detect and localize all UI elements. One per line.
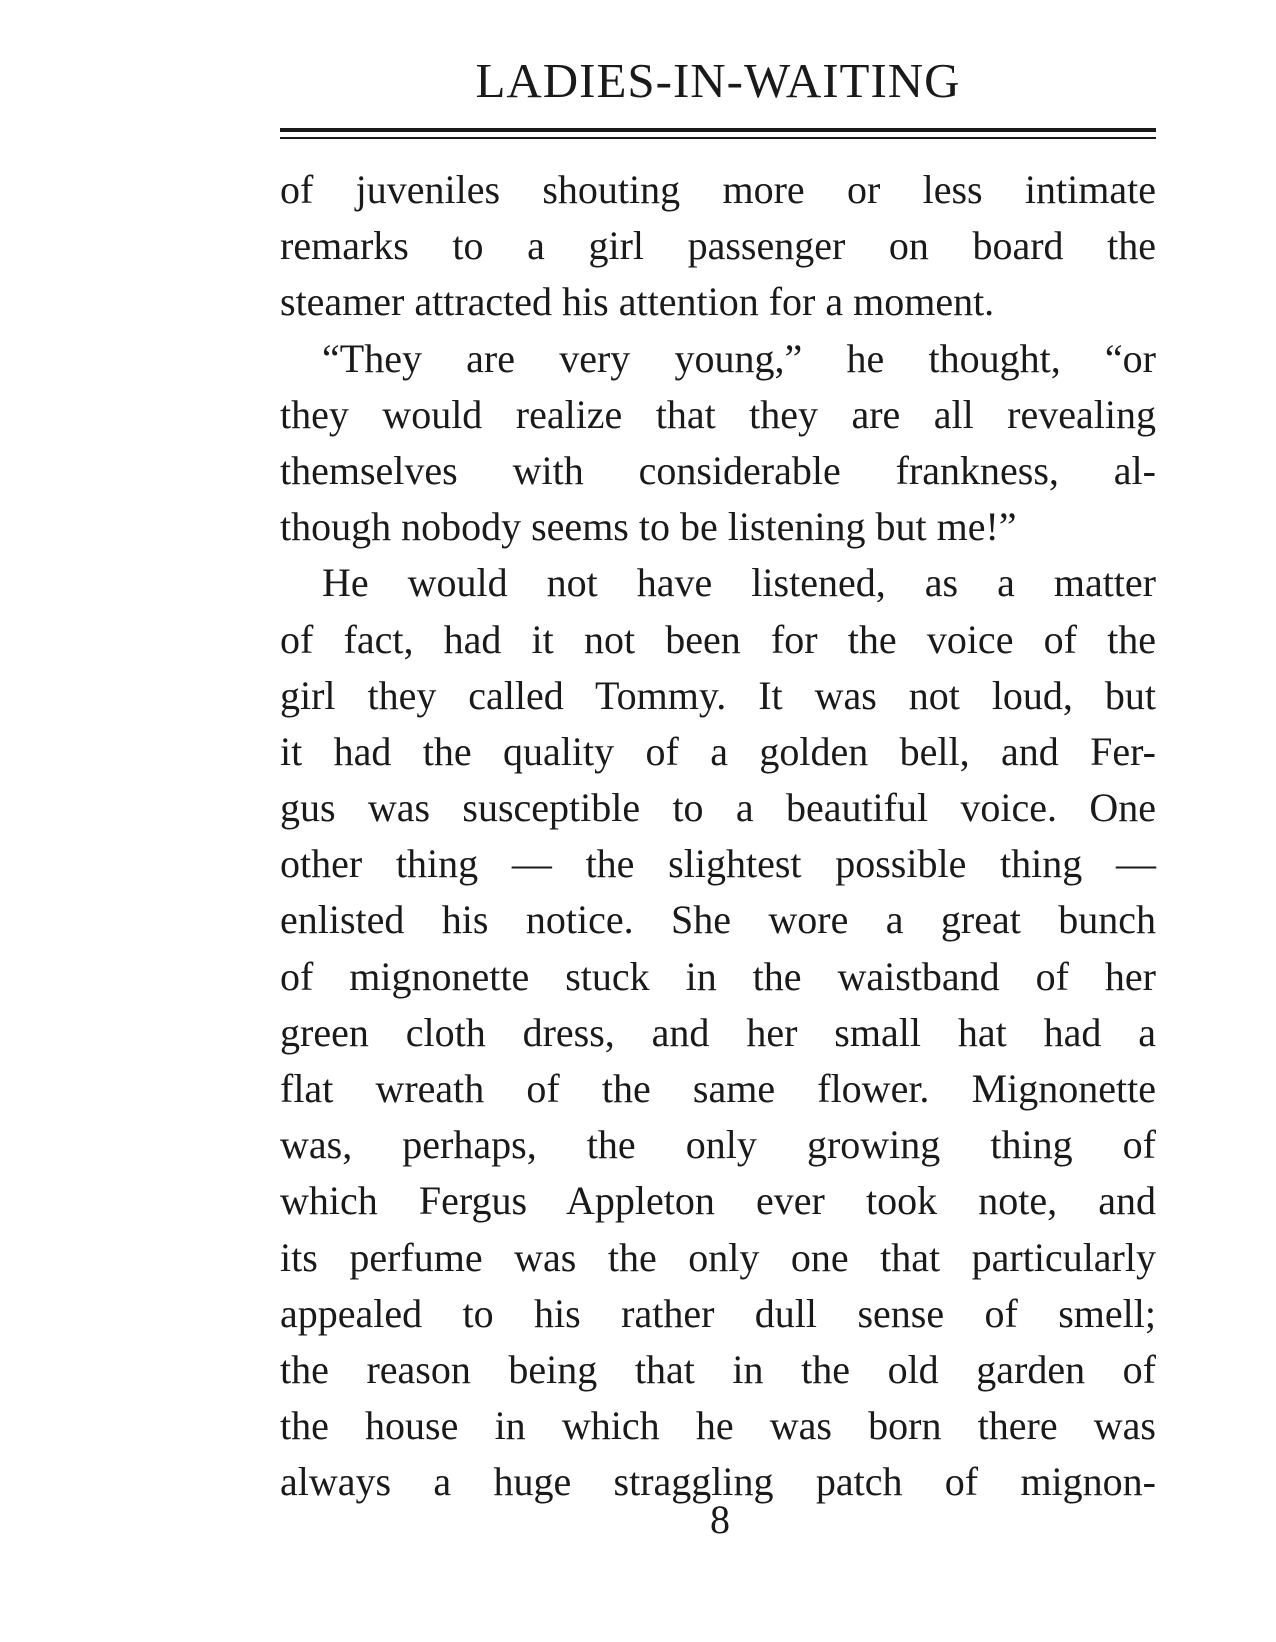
text-line: girl they called Tommy. It was not loud, but (280, 672, 1156, 718)
text-line: remarks to a girl passenger on board the (280, 223, 1156, 269)
text-line: of mignonette stuck in the waistband of her (280, 953, 1156, 999)
text-line: they would realize that they are all revealing (280, 391, 1156, 437)
text-line: steamer attracted his attention for a moment. (280, 279, 995, 325)
text-line: the house in which he was born there was (280, 1403, 1156, 1449)
text-line: He would not have listened, as a matter (322, 560, 1156, 606)
text-line: gus was susceptible to a beautiful voice. One (280, 785, 1156, 831)
running-head: LADIES-IN-WAITING (475, 53, 961, 108)
page-number: 8 (710, 1497, 730, 1542)
header-rule-thin (280, 137, 1156, 139)
text-line: enlisted his notice. She wore a great bunch (280, 897, 1156, 943)
text-line: was, perhaps, the only growing thing of (280, 1122, 1156, 1168)
text-line: the reason being that in the old garden of (280, 1346, 1156, 1392)
text-line: always a huge straggling patch of mignon- (280, 1459, 1156, 1505)
text-line: green cloth dress, and her small hat had a (280, 1009, 1156, 1055)
text-line: appealed to his rather dull sense of smell; (280, 1290, 1156, 1336)
text-line: of juveniles shouting more or less intimate (280, 167, 1156, 212)
header-rule-thick (280, 128, 1156, 132)
text-line: of fact, had it not been for the voice of the (280, 616, 1156, 662)
body-text (280, 162, 1156, 1511)
text-line: flat wreath of the same flower. Mignonette (280, 1066, 1156, 1111)
text-line: which Fergus Appleton ever took note, and (280, 1178, 1156, 1224)
text-line: though nobody seems to be listening but me!” (280, 504, 1017, 550)
text-line: “They are very young,” he thought, “or (322, 335, 1156, 381)
text-line: it had the quality of a golden bell, and Fer- (280, 728, 1156, 774)
text-line: its perfume was the only one that particularly (280, 1234, 1156, 1280)
text-line: themselves with considerable frankness, al- (280, 447, 1156, 493)
text-line: other thing — the slightest possible thing — (280, 841, 1156, 887)
